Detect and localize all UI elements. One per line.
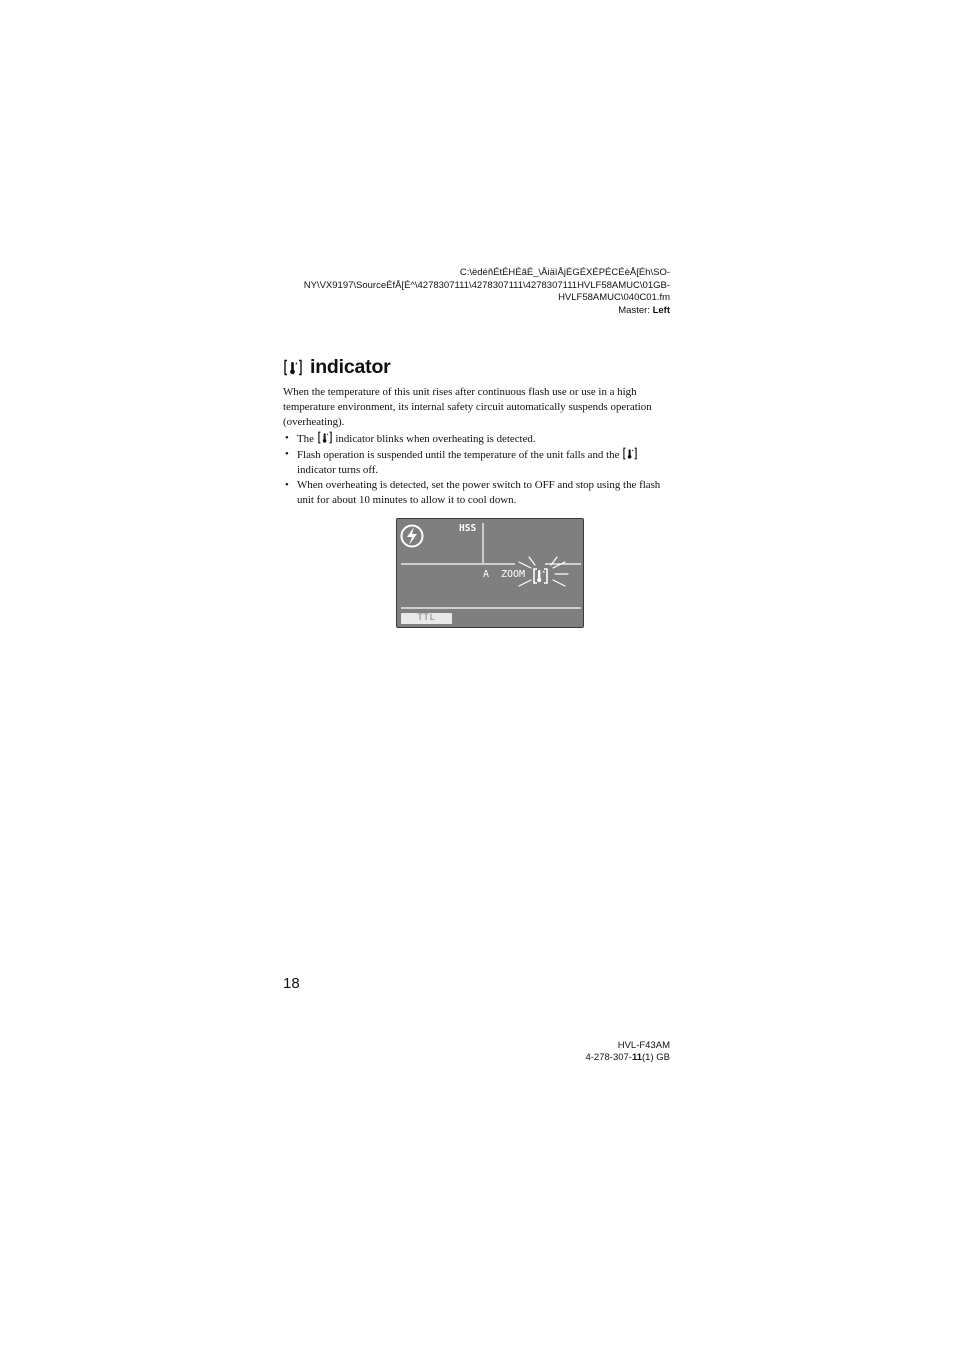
code-prefix: 4-278-307- [585, 1051, 632, 1063]
thermometer-icon [317, 431, 333, 444]
lcd-display-illustration [396, 518, 584, 628]
lcd-graphics [397, 519, 583, 627]
file-path-line-3: HVLF58AMUC\040C01.fm [558, 292, 670, 303]
code-suffix: (1) GB [642, 1051, 670, 1063]
section-heading [283, 356, 391, 379]
file-path-line-1: C:\ëdéñÉtÉHÉãÉ_\ÅiäìÅjÉGÉXÉPÉCÉèÅ[Éh\SO- [459, 267, 670, 278]
bullet-2-text-start: Flash operation is suspended until the temperature of the unit falls and the [297, 448, 623, 461]
file-path-line-2: NY\VX9197\SourceÉfÅ[É^\4278307111\4278307111\4278307111HVLF58AMUC\01GB- [303, 279, 670, 291]
bullet-item-suspend [283, 447, 678, 478]
mode-label: A [483, 569, 490, 580]
file-path-header [250, 267, 670, 317]
bullet-item-cool-down: • When overheating is detected, set the power switch to OFF and stop using the flash unit for about 10 minutes to allow it to cool down. [283, 478, 678, 508]
code-revision: 11 [631, 1051, 643, 1063]
zoom-label: ZOOM [501, 569, 526, 580]
ttl-label: TTL [401, 613, 452, 624]
bullet-1-text-start: The [297, 432, 317, 445]
body-text [283, 385, 678, 509]
bullet-2-text-end: indicator turns off. [297, 464, 379, 477]
master-value: Left [652, 304, 670, 316]
hss-label: HSS [459, 523, 477, 534]
bullet-1-text-end: indicator blinks when overheating is detected. [332, 432, 536, 445]
page-number: 18 [283, 975, 300, 992]
document-code [585, 1052, 670, 1064]
master-label: Master: [618, 304, 653, 316]
master-line [250, 305, 670, 318]
flash-mode-icon [402, 526, 423, 547]
bullet-list [283, 431, 678, 509]
footer [585, 1040, 670, 1063]
section-title: indicator [310, 356, 391, 378]
intro-paragraph: When the temperature of this unit rises after continuous flash use or use in a high temperature environment, its internal safety circuit automatically suspends operation (overheating). [283, 386, 652, 429]
model-name: HVL-F43AM [617, 1040, 670, 1051]
bullet-item-blink [283, 431, 678, 447]
thermometer-icon [283, 359, 303, 376]
thermometer-icon [622, 447, 638, 460]
